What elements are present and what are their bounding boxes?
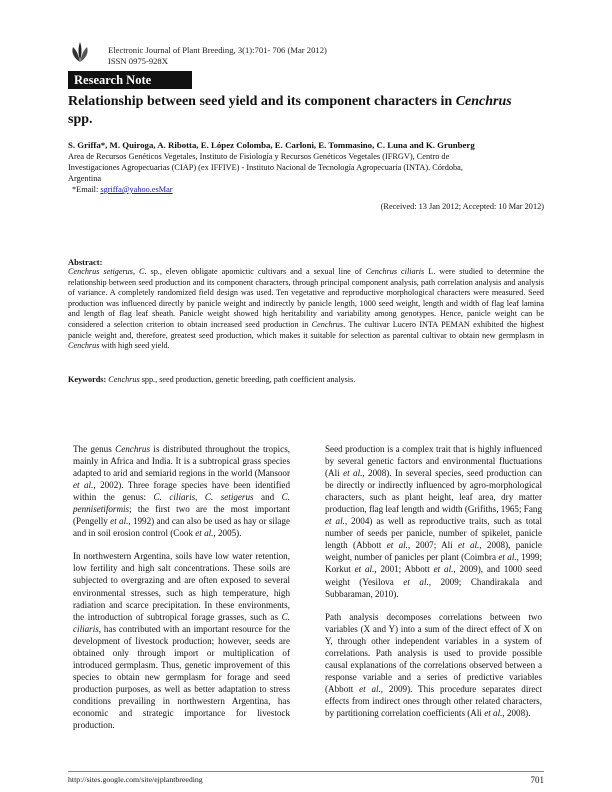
italic-run: Cenchrus (115, 444, 151, 454)
italic-run: C. pennisetiformis (73, 492, 291, 515)
italic-run: C. ciliaris, C. setigerus (153, 492, 254, 503)
journal-issn: ISSN 0975-928X (108, 56, 168, 66)
paragraph (73, 443, 290, 539)
italic-run: et al., (73, 480, 96, 491)
italic-run: C. ciliaris (73, 611, 290, 634)
text-run: 2008). (504, 707, 531, 718)
body-column-right (325, 443, 542, 730)
text-run: 2009). This procedure separates direct effects from indirect ones through other related characters, by partitioning correlation coefficients (Ali (325, 683, 542, 718)
italic-run: et al., (386, 540, 411, 551)
text-run: The genus (73, 444, 116, 454)
corresponding-email (72, 184, 173, 195)
abstract-text: sp., eleven obligate apomictic cultivars and a sexual line of (146, 267, 366, 276)
abstract-body (68, 267, 544, 352)
affiliation-line: Investigaciones Agropecuarias (CIAP) (ex IFFIVE) - Instituto Nacional de Tecnología Agropecuaria (INTA). Córdoba, (68, 163, 463, 172)
italic-run: et al., (359, 683, 384, 694)
abstract-text: with high seed yield. (99, 341, 170, 351)
text-run: is distributed throughout the tropics, mainly in Africa and India. It is a subtropical grass species adapted to arid and semiarid regions in the world (Mansoor (73, 444, 291, 479)
keywords-label: Keywords: (68, 375, 107, 384)
abstract-heading: Abstract: (68, 257, 103, 267)
journal-header (108, 45, 327, 67)
abstract-species: Cenchrus (68, 341, 100, 351)
keywords-text: spp., seed production, genetic breeding, path coefficient analysis. (139, 375, 356, 384)
text-run: 2005). (215, 528, 242, 539)
text-run: and (253, 492, 282, 503)
title-genus: Cenchrus (455, 94, 512, 109)
text-run: , has contributed with an important resource for the development of livestock production; however, seeds are obtained only through import or multiplication of introduced germplasm. Thus, genetic improvement of this species to obtain new germplasm for forage and seed production purposes, as well as better adaptation to stress conditions prevailing in northwestern Argentina, has economic and strategic importance for livestock production. (73, 623, 290, 731)
affiliation-line: Area de Recursos Genéticos Vegetales, Instituto de Fisiología y Recursos Genéticos Vegetales (IFRGV), Centro de (68, 152, 450, 161)
article-title (68, 93, 548, 129)
paragraph (73, 550, 290, 731)
journal-logo-icon (68, 40, 92, 64)
abstract-species: Cenchrus (311, 319, 344, 329)
paragraph (325, 611, 542, 719)
italic-run: et al., (325, 516, 348, 527)
text-run: 2009; Chandirakala and Subbaraman, 2010). (325, 576, 542, 599)
italic-run: et al., (195, 528, 216, 539)
email-label: *Email: (72, 185, 101, 194)
footer-divider (68, 771, 544, 772)
italic-run: et al., (343, 468, 365, 479)
page-number: 701 (530, 775, 544, 785)
text-run: 1999; Korkut (325, 552, 542, 575)
text-run: ; the first two are the most important (Pengelly (73, 504, 290, 527)
text-run: 2008). In several species, seed production can be directly or indirectly influenced by agro-morphological characters, such as plant height, leaf area, dry matter production, flag leaf length and width (Grifiths, 1965; Fang (325, 468, 542, 515)
text-run: 2002). Three forage species have been identified within the genus: (73, 480, 290, 503)
keywords-genus: Cenchrus (108, 375, 140, 384)
article-type-label: Research Note (68, 71, 192, 89)
footer-url[interactable]: http://sites.google.com/site/ejplantbreeding (68, 775, 203, 784)
paragraph (325, 443, 542, 600)
text-run: 2007; Ali (410, 540, 459, 551)
text-run: Path analysis decomposes correlations between two variables (X and Y) into a sum of the direct effect of X on Y, through other independent variables in a system of correlations. Path analysis is used to provide possible causal explanations of the correlations observed between a response variable and a series of predictive variables (Abbott (325, 611, 542, 694)
italic-run: et al., (484, 707, 505, 718)
affiliation (68, 151, 508, 184)
title-text: Relationship between seed yield and its component characters in (68, 94, 456, 109)
keywords (68, 375, 544, 386)
text-run: 2008), panicle weight, number of panicles per plant (Coimbra (325, 540, 542, 563)
italic-run: et al., (458, 540, 482, 551)
italic-run: et al., (498, 552, 519, 563)
italic-run: et al., (433, 564, 456, 575)
author-list: S. Griffa*, M. Quiroga, A. Ribotta, E. López Colomba, E. Carloni, E. Tommasino, C. Luna and K. Grunberg (68, 140, 475, 150)
email-link[interactable]: sgriffa@yahoo.esMar (100, 185, 173, 194)
italic-run: et al., (110, 516, 131, 527)
received-dates: (Received: 13 Jan 2012; Accepted: 10 Mar 2012) (380, 202, 544, 211)
italic-run: et al., (403, 576, 432, 587)
text-run: 2001; Abbott (376, 564, 434, 575)
affiliation-line: Argentina (68, 174, 102, 183)
text-run: 1992) and can also be used as hay or silage and in soil erosion control (Cook (73, 516, 290, 539)
abstract-text: . The cultivar Lucero INTA PEMAN exhibited the highest panicle weight and, therefore, greatest seed production, which makes it suitable for selection as parental cultivar to obtain new germplasm in (68, 319, 544, 340)
abstract-text: L. were studied to determine the relationship between seed production and its component characters, through principal component analysis, path correlation analysis and analysis of variance. A completely randomized field design was used. Ten vegetative and reproductive morphological characters were measured. Seed production was influenced directly by panicle weight and indirectly by panicle length, 1000 seed weight, length and width of flag leaf lamina and length of flag leaf sheath. Panicle weight showed high heritability and variability among genotypes. Hence, panicle weight can be considered a selection criterion to obtain increased seed production in (68, 267, 544, 329)
body-column-left (73, 443, 290, 742)
text-run: 2004) as well as reproductive traits, such as total number of seeds per panicle, number of spikelet, panicle length (Abbott (325, 516, 542, 551)
text-run: In northwestern Argentina, soils have low water retention, low fertility and high salt concentrations. These soils are subjected to overgrazing and are often exposed to several environmental stresses, such as high temperature, high radiation and scarce precipitation. In these environments, the introduction of subtropical forage grasses, such as (73, 551, 290, 622)
title-text-end: spp. (68, 112, 93, 127)
text-run: Seed production is a complex trait that is highly influenced by several genetic factors and environmental fluctuations (Ali (325, 444, 542, 479)
text-run: 2009), and 1000 seed weight (Yesilova (325, 564, 542, 587)
abstract-species: Cenchrus setigerus, C. (68, 267, 147, 276)
journal-citation: Electronic Journal of Plant Breeding, 3(1):701- 706 (Mar 2012) (108, 45, 327, 55)
abstract-species: Cenchrus ciliaris (365, 267, 425, 276)
italic-run: et al., (354, 564, 377, 575)
